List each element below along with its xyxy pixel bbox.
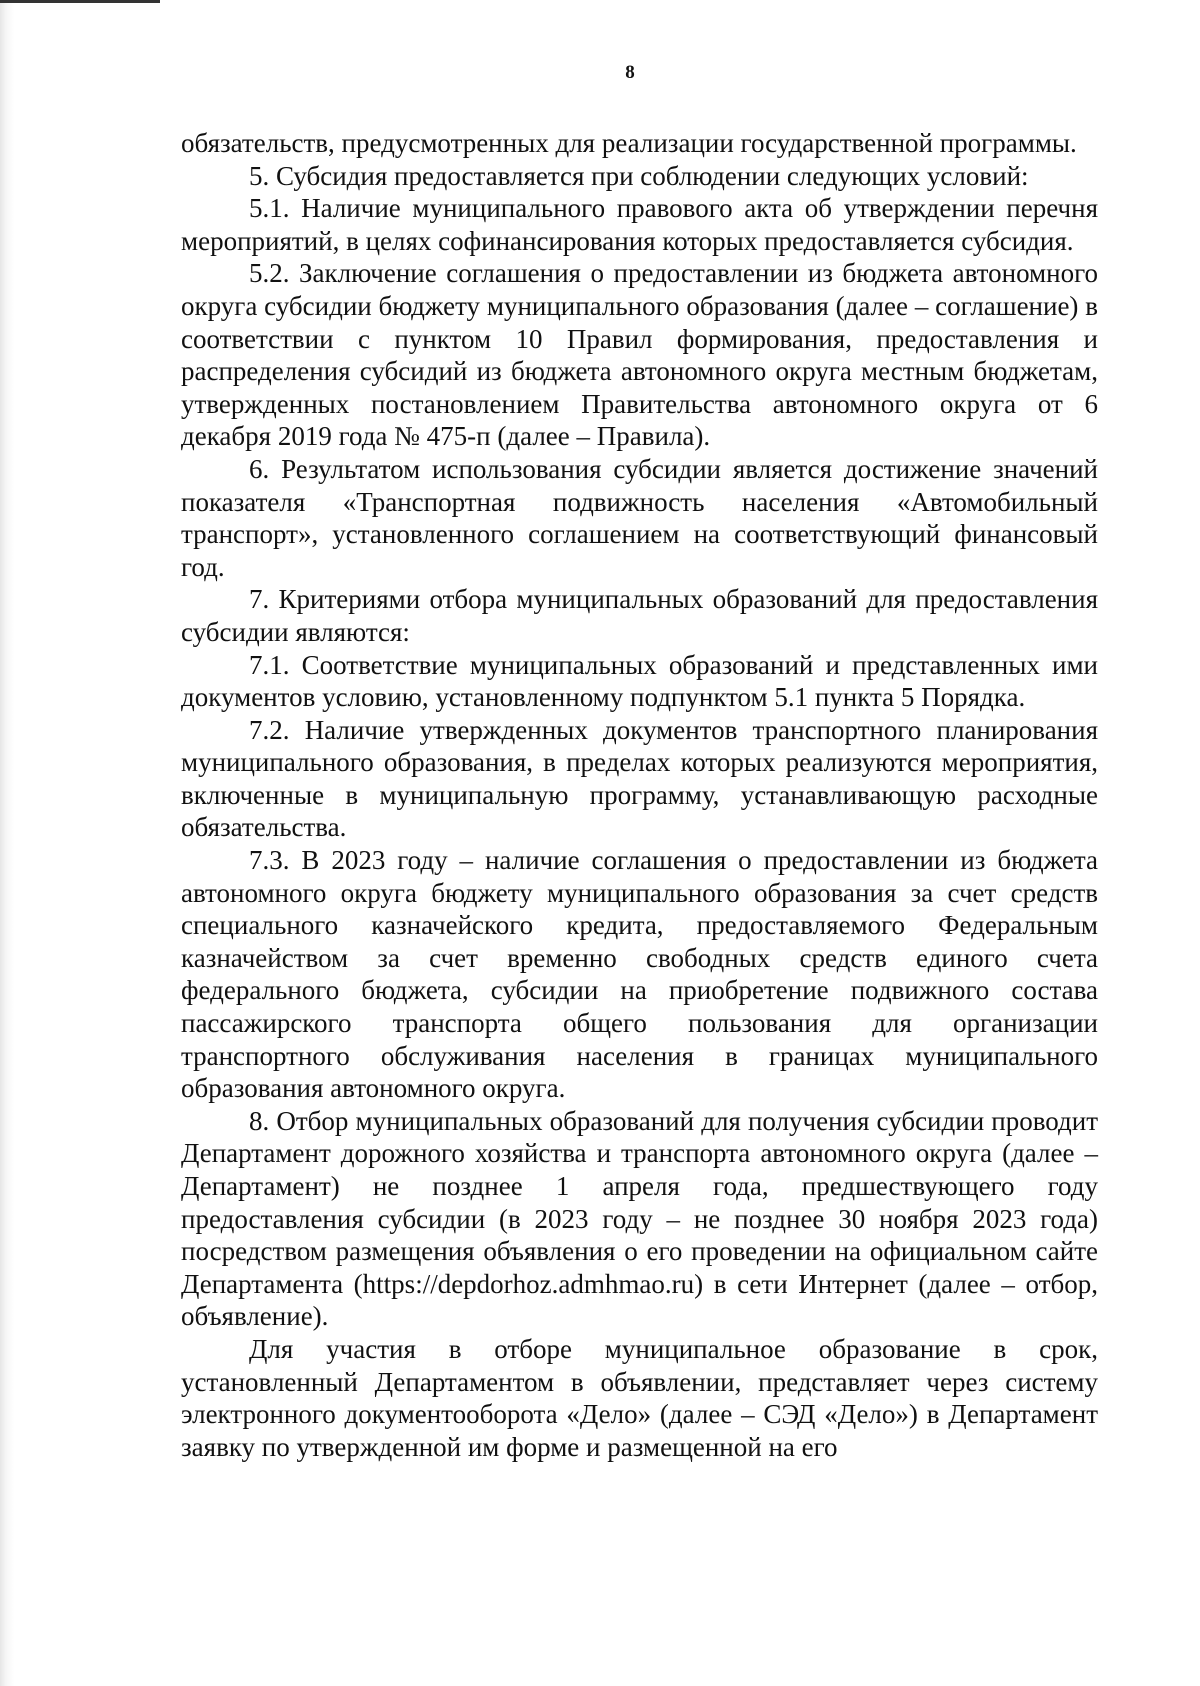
paragraph-continuation: обязательств, предусмотренных для реализации государственной программы. — [181, 128, 1077, 158]
paragraph-5: 5. Субсидия предоставляется при соблюдении следующих условий: — [249, 160, 1029, 191]
paragraph-7-2: 7.2. Наличие утвержденных документов транспортного планирования муниципального образования, в пределах которых реализуются мероприятия, включенные в муниципальную программу, устанавливающую расходные обязательства. — [181, 714, 1098, 843]
paragraph-5-1: 5.1. Наличие муниципального правового акта об утверждении перечня мероприятий, в целях софинансирования которых предоставляется субсидия. — [181, 193, 1098, 256]
document-body — [181, 127, 1098, 1463]
paragraph-7-3: 7.3. В 2023 году – наличие соглашения о предоставлении из бюджета автономного округа бюджету муниципального образования за счет средств специального казначейского кредита, предоставляемого Федеральным казначейством за счет временно свободных средств единого счета федерального бюджета, субсидии на приобретение подвижного состава пассажирского транспорта общего пользования для организации транспортного обслуживания населения в границах муниципального образования автономного округа. — [181, 845, 1098, 1104]
scan-top-line — [0, 0, 160, 3]
paragraph-6: 6. Результатом использования субсидии является достижение значений показателя «Транспортная подвижность населения «Автомобильный транспорт», установленного соглашением на соответствующий финансовый год. — [181, 453, 1098, 582]
scan-edge-shadow — [0, 0, 14, 1686]
paragraph-8-participation: Для участия в отборе муниципальное образование в срок, установленный Департаментом в объявлении, представляет через систему электронного документооборота «Дело» (далее – СЭД «Дело») в Департамент заявку по утвержденной им форме и размещенной на его — [181, 1333, 1098, 1462]
page-number: 8 — [625, 62, 635, 83]
paragraph-7: 7. Критериями отбора муниципальных образований для предоставления субсидии являются: — [181, 584, 1098, 647]
paragraph-8: 8. Отбор муниципальных образований для получения субсидии проводит Департамент дорожного хозяйства и транспорта автономного округа (далее – Департамент) не позднее 1 апреля года, предшествующего году предоставления субсидии (в 2023 году – не позднее 30 ноября 2023 года) посредством размещения объявления о его проведении на официальном сайте Департамента (https://depdorhoz.admhmao.ru) в сети Интернет (далее – отбор, объявление). — [181, 1105, 1098, 1332]
paragraph-7-1: 7.1. Соответствие муниципальных образований и представленных ими документов условию, установленному подпунктом 5.1 пункта 5 Порядка. — [181, 649, 1098, 713]
paragraph-5-2: 5.2. Заключение соглашения о предоставлении из бюджета автономного округа субсидии бюджету муниципального образования (далее – соглашение) в соответствии с пунктом 10 Правил формирования, предоставления и распределения субсидий из бюджета автономного округа местным бюджетам, утвержденных постановлением Правительства автономного округа от 6 декабря 2019 года № 475-п (далее – Правила). — [181, 258, 1098, 452]
